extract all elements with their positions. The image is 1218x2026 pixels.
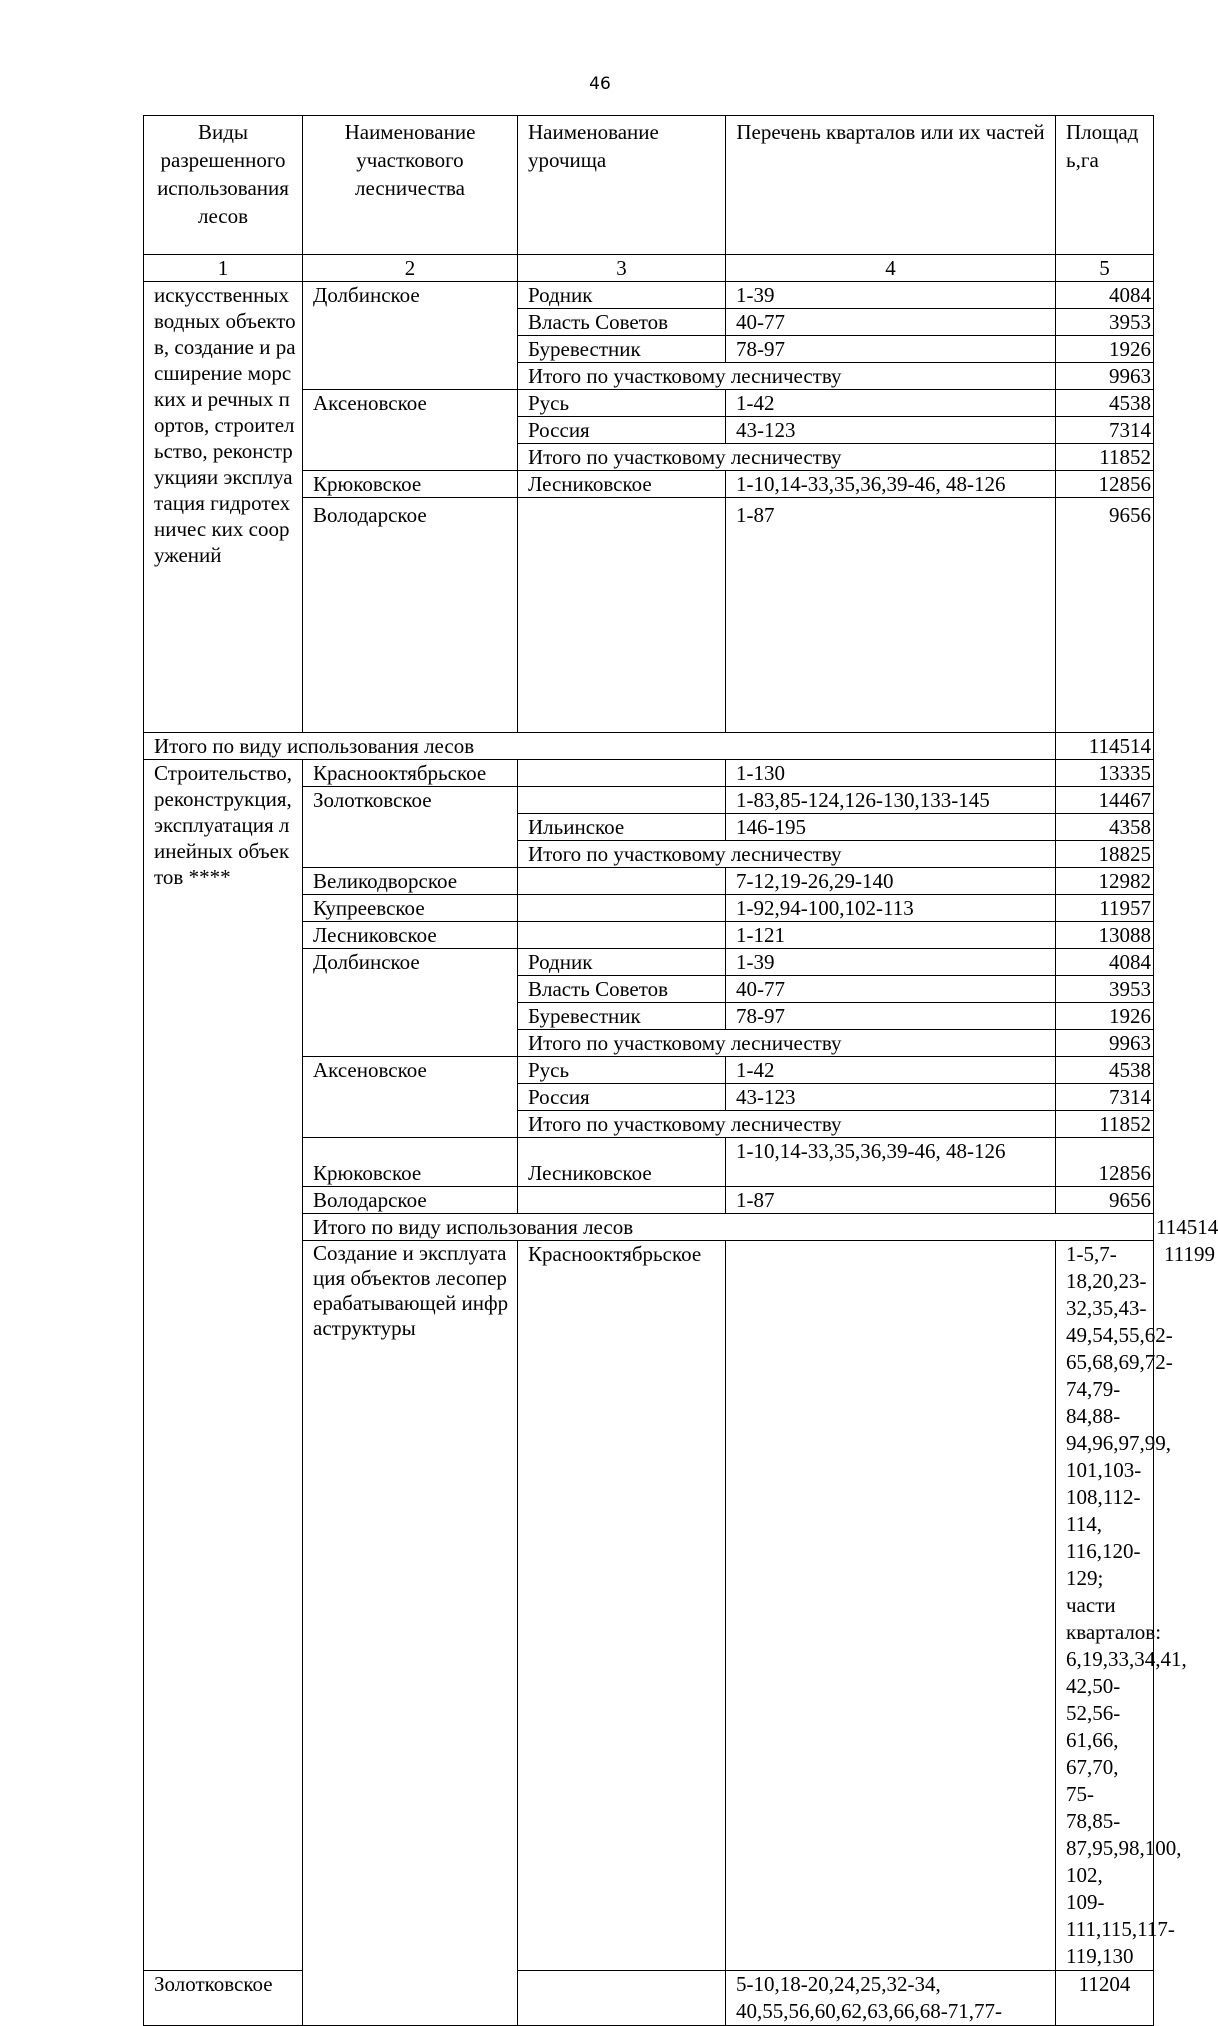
- area: 13335: [1056, 760, 1154, 787]
- area: 11204: [1056, 1971, 1154, 2026]
- table-row: Создание и эксплуатация объектов лесоперерабатывающей инфраструктуры Краснооктябрьское 1-5,7-18,20,23-32,35,43-49,54,55,62-65,68,69,72-74,79-84,88-94,96,97,99, 101,103-108,112-114, 116,120-129; части кварталов: 6,19,33,34,41, 42,50-52,56-61,66, 67,70, 75-78,85-87,95,98,100, 102, 109-111,115,117-119,130 11199: [144, 1241, 1154, 1971]
- tract-name: Буревестник: [518, 1003, 726, 1030]
- tract-name-empty: [518, 498, 726, 733]
- header-quarters: Перечень кварталов или их частей: [726, 116, 1056, 255]
- forestry-name: Крюковское: [303, 1138, 518, 1187]
- column-index: 5: [1056, 255, 1154, 282]
- area: 1926: [1056, 336, 1154, 363]
- quarters: 1-42: [726, 390, 1056, 417]
- quarters: 1-130: [726, 760, 1056, 787]
- table-row: [144, 760, 1154, 787]
- subtotal-area: 9963: [1056, 363, 1154, 390]
- area: 7314: [1056, 1084, 1154, 1111]
- use-type-cell: Строительство, реконструкция, эксплуатация линейных объектов ****: [144, 760, 303, 1971]
- area: 14467: [1056, 787, 1154, 814]
- subtotal-area: 11852: [1056, 444, 1154, 471]
- tract-name: Родник: [518, 282, 726, 309]
- forestry-name: Крюковское: [303, 471, 518, 498]
- area: 7314: [1056, 417, 1154, 444]
- quarters: 1-10,14-33,35,36,39-46, 48-126: [726, 1138, 1056, 1187]
- tract-name: Власть Советов: [518, 976, 726, 1003]
- quarters: 1-39: [726, 282, 1056, 309]
- column-index: 3: [518, 255, 726, 282]
- quarters: 40-77: [726, 309, 1056, 336]
- quarters: 7-12,19-26,29-140: [726, 868, 1056, 895]
- forestry-name: Великодворское: [303, 868, 518, 895]
- forestry-name: Долбинское: [303, 282, 518, 390]
- area: 3953: [1056, 976, 1154, 1003]
- group-total-row: [144, 733, 1154, 760]
- tract-name-empty: [518, 868, 726, 895]
- area: 4084: [1056, 949, 1154, 976]
- quarters: 1-39: [726, 949, 1056, 976]
- quarters: 1-83,85-124,126-130,133-145: [726, 787, 1056, 814]
- subtotal-area: 9963: [1056, 1030, 1154, 1057]
- tract-name-empty: [518, 895, 726, 922]
- tract-name: Россия: [518, 417, 726, 444]
- header-use-type: Виды разрешенного использования лесов: [144, 116, 303, 255]
- header-tract: Наименование урочища: [518, 116, 726, 255]
- group-total-label: Итого по виду использования лесов: [144, 733, 1056, 760]
- tract-name: Лесниковское: [518, 1138, 726, 1187]
- column-index: 2: [303, 255, 518, 282]
- area: 4538: [1056, 390, 1154, 417]
- quarters: 1-5,7-18,20,23-32,35,43-49,54,55,62-65,68,69,72-74,79-84,88-94,96,97,99, 101,103-108,112-114, 116,120-129; части кварталов: 6,19,33,34,41, 42,50-52,56-61,66, 67,70, 75-78,85-87,95,98,100, 102, 109-111,115,117-119,130: [1056, 1241, 1154, 1971]
- subtotal-area: 18825: [1056, 841, 1154, 868]
- table-row: [144, 282, 1154, 309]
- forestry-name: Аксеновское: [303, 390, 518, 471]
- quarters: 5-10,18-20,24,25,32-34, 40,55,56,60,62,63,66,68-71,77-: [726, 1971, 1056, 2026]
- tract-name: Русь: [518, 1057, 726, 1084]
- area: 1926: [1056, 1003, 1154, 1030]
- tract-name-empty: [518, 760, 726, 787]
- column-index: 4: [726, 255, 1056, 282]
- forest-use-table: [143, 115, 1218, 2026]
- header-forestry: Наименование участкового лесничества: [303, 116, 518, 255]
- subtotal-area: 11852: [1056, 1111, 1154, 1138]
- forestry-name: Краснооктябрьское: [518, 1241, 726, 1971]
- area: 12856: [1056, 471, 1154, 498]
- subtotal-label: Итого по участковому лесничеству: [518, 444, 1056, 471]
- quarters: 78-97: [726, 1003, 1056, 1030]
- subtotal-label: Итого по участковому лесничеству: [518, 1030, 1056, 1057]
- tract-name: Власть Советов: [518, 309, 726, 336]
- tract-name-empty: [518, 787, 726, 814]
- subtotal-label: Итого по участковому лесничеству: [518, 1111, 1056, 1138]
- area: 9656: [1056, 498, 1154, 733]
- forestry-name: Аксеновское: [303, 1057, 518, 1138]
- area: 4084: [1056, 282, 1154, 309]
- column-index-row: [144, 255, 1154, 282]
- tract-name: Буревестник: [518, 336, 726, 363]
- tract-name: Родник: [518, 949, 726, 976]
- area: 13088: [1056, 922, 1154, 949]
- quarters: 1-87: [726, 1187, 1056, 1214]
- tract-name-empty: [726, 1241, 1056, 1971]
- use-type-cell: искусственных водных объектов, создание и расширение морских и речных портов, строительство, реконструкцияи эксплуатация гидротехничес ких сооружений: [144, 282, 303, 733]
- tract-name: Россия: [518, 1084, 726, 1111]
- quarters: 43-123: [726, 1084, 1056, 1111]
- area: 12982: [1056, 868, 1154, 895]
- tract-name: Лесниковское: [518, 471, 726, 498]
- tract-name: Русь: [518, 390, 726, 417]
- header-row: [144, 116, 1154, 255]
- quarters: 78-97: [726, 336, 1056, 363]
- tract-name: Ильинское: [518, 814, 726, 841]
- forestry-name: Золотковское: [144, 1971, 303, 2026]
- quarters: 43-123: [726, 417, 1056, 444]
- tract-name-empty: [518, 922, 726, 949]
- tract-name-empty: [518, 1971, 726, 2026]
- quarters: 1-87: [726, 498, 1056, 733]
- group-total-row: Итого по виду использования лесов 114514: [144, 1214, 1154, 1241]
- forestry-name: Купреевское: [303, 895, 518, 922]
- subtotal-label: Итого по участковому лесничеству: [518, 363, 1056, 390]
- forestry-name: Володарское: [303, 498, 518, 733]
- group-total-label: Итого по виду использования лесов: [303, 1214, 1154, 1241]
- area: 3953: [1056, 309, 1154, 336]
- forestry-name: Долбинское: [303, 949, 518, 1057]
- forestry-name: Золотковское: [303, 787, 518, 868]
- page-number: 46: [589, 74, 611, 94]
- forestry-name: Краснооктябрьское: [303, 760, 518, 787]
- table-row: [144, 1971, 1154, 2026]
- quarters: 1-92,94-100,102-113: [726, 895, 1056, 922]
- forestry-name: Володарское: [303, 1187, 518, 1214]
- area: 4358: [1056, 814, 1154, 841]
- area: 4538: [1056, 1057, 1154, 1084]
- group-total-area: 114514: [1056, 733, 1154, 760]
- subtotal-label: Итого по участковому лесничеству: [518, 841, 1056, 868]
- area: 11957: [1056, 895, 1154, 922]
- forestry-name: Лесниковское: [303, 922, 518, 949]
- area: 9656: [1056, 1187, 1154, 1214]
- quarters: 146-195: [726, 814, 1056, 841]
- quarters: 1-42: [726, 1057, 1056, 1084]
- column-index: 1: [144, 255, 303, 282]
- area: 12856: [1056, 1138, 1154, 1187]
- use-type-cell: Создание и эксплуатация объектов лесоперерабатывающей инфраструктуры: [303, 1241, 518, 2026]
- quarters: 1-10,14-33,35,36,39-46, 48-126: [726, 471, 1056, 498]
- quarters: 1-121: [726, 922, 1056, 949]
- quarters: 40-77: [726, 976, 1056, 1003]
- tract-name-empty: [518, 1187, 726, 1214]
- header-area: Площадь,га: [1056, 116, 1154, 255]
